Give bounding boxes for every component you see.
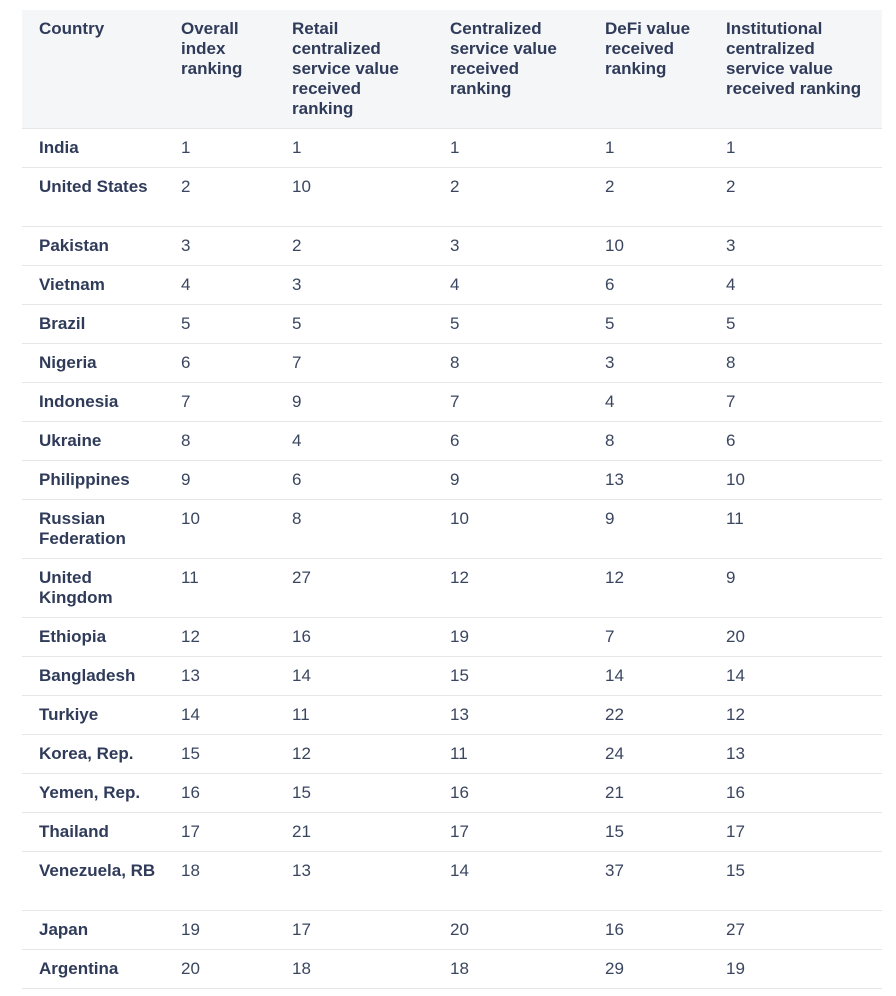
- cell-institutional: 4: [709, 266, 882, 305]
- cell-country: United Kingdom: [22, 559, 164, 618]
- header-row: [22, 10, 882, 129]
- cell-retail: 15: [275, 774, 433, 813]
- cell-country: Vietnam: [22, 266, 164, 305]
- cell-overall: 13: [164, 657, 275, 696]
- cell-overall: 19: [164, 911, 275, 950]
- cell-retail: 27: [275, 559, 433, 618]
- table-row: [22, 461, 882, 500]
- cell-overall: 15: [164, 735, 275, 774]
- cell-country: Yemen, Rep.: [22, 774, 164, 813]
- table-row: [22, 129, 882, 168]
- cell-institutional: 15: [709, 852, 882, 911]
- cell-retail: 13: [275, 852, 433, 911]
- table-row: [22, 422, 882, 461]
- cell-defi: 9: [588, 500, 709, 559]
- cell-defi: 3: [588, 344, 709, 383]
- cell-country: Korea, Rep.: [22, 735, 164, 774]
- cell-retail: 12: [275, 735, 433, 774]
- cell-institutional: 19: [709, 950, 882, 989]
- column-header-institutional: Institutional centralized service value received ranking: [726, 19, 862, 98]
- cell-defi: 6: [588, 266, 709, 305]
- cell-retail: 9: [275, 383, 433, 422]
- cell-retail: 11: [275, 696, 433, 735]
- table-row: [22, 383, 882, 422]
- cell-centralized: 9: [433, 461, 588, 500]
- cell-overall: 9: [164, 461, 275, 500]
- cell-centralized: 12: [433, 559, 588, 618]
- cell-defi: 10: [588, 227, 709, 266]
- cell-overall: 14: [164, 696, 275, 735]
- cell-country: Nigeria: [22, 344, 164, 383]
- cell-country: Turkiye: [22, 696, 164, 735]
- cell-country: Indonesia: [22, 383, 164, 422]
- cell-defi: 13: [588, 461, 709, 500]
- table-row: [22, 500, 882, 559]
- cell-country: Venezuela, RB: [22, 852, 164, 911]
- cell-retail: 6: [275, 461, 433, 500]
- cell-retail: 3: [275, 266, 433, 305]
- cell-overall: 5: [164, 305, 275, 344]
- table-row: [22, 559, 882, 618]
- cell-institutional: 20: [709, 618, 882, 657]
- cell-overall: 16: [164, 774, 275, 813]
- cell-country: Ethiopia: [22, 618, 164, 657]
- cell-retail: 7: [275, 344, 433, 383]
- cell-institutional: 11: [709, 500, 882, 559]
- cell-overall: 6: [164, 344, 275, 383]
- cell-retail: 17: [275, 911, 433, 950]
- cell-retail: 21: [275, 813, 433, 852]
- cell-centralized: 17: [433, 813, 588, 852]
- cell-country: Ukraine: [22, 422, 164, 461]
- cell-centralized: 8: [433, 344, 588, 383]
- cell-country: Russian Federation: [22, 500, 164, 559]
- cell-institutional: 2: [709, 168, 882, 227]
- cell-retail: 14: [275, 657, 433, 696]
- cell-defi: 8: [588, 422, 709, 461]
- table-row: [22, 852, 882, 911]
- cell-defi: 16: [588, 911, 709, 950]
- cell-centralized: 16: [433, 774, 588, 813]
- cell-defi: 15: [588, 813, 709, 852]
- cell-centralized: 6: [433, 422, 588, 461]
- cell-country: India: [22, 129, 164, 168]
- cell-overall: 18: [164, 852, 275, 911]
- cell-centralized: 3: [433, 227, 588, 266]
- cell-overall: 4: [164, 266, 275, 305]
- table-row: [22, 305, 882, 344]
- table-row: [22, 735, 882, 774]
- cell-defi: 22: [588, 696, 709, 735]
- cell-institutional: 10: [709, 461, 882, 500]
- cell-centralized: 15: [433, 657, 588, 696]
- cell-retail: 5: [275, 305, 433, 344]
- cell-defi: 24: [588, 735, 709, 774]
- cell-retail: 1: [275, 129, 433, 168]
- cell-country: Pakistan: [22, 227, 164, 266]
- cell-centralized: 20: [433, 911, 588, 950]
- cell-overall: 8: [164, 422, 275, 461]
- cell-centralized: 14: [433, 852, 588, 911]
- cell-overall: 20: [164, 950, 275, 989]
- cell-country: Philippines: [22, 461, 164, 500]
- cell-institutional: 1: [709, 129, 882, 168]
- table-row: [22, 266, 882, 305]
- cell-institutional: 5: [709, 305, 882, 344]
- cell-overall: 17: [164, 813, 275, 852]
- cell-centralized: 1: [433, 129, 588, 168]
- cell-defi: 4: [588, 383, 709, 422]
- cell-institutional: 27: [709, 911, 882, 950]
- cell-institutional: 17: [709, 813, 882, 852]
- cell-defi: 37: [588, 852, 709, 911]
- cell-defi: 29: [588, 950, 709, 989]
- cell-centralized: 18: [433, 950, 588, 989]
- table-row: [22, 911, 882, 950]
- cell-institutional: 12: [709, 696, 882, 735]
- cell-retail: 4: [275, 422, 433, 461]
- cell-country: Argentina: [22, 950, 164, 989]
- cell-defi: 14: [588, 657, 709, 696]
- column-header-country: Country: [39, 19, 105, 38]
- cell-centralized: 19: [433, 618, 588, 657]
- table-row: [22, 168, 882, 227]
- cell-centralized: 13: [433, 696, 588, 735]
- cell-institutional: 6: [709, 422, 882, 461]
- country-ranking-table: [22, 10, 882, 989]
- cell-overall: 7: [164, 383, 275, 422]
- cell-overall: 11: [164, 559, 275, 618]
- cell-institutional: 16: [709, 774, 882, 813]
- cell-retail: 18: [275, 950, 433, 989]
- column-header-centralized: Centralized service value received ranking: [450, 19, 557, 98]
- cell-overall: 3: [164, 227, 275, 266]
- cell-centralized: 11: [433, 735, 588, 774]
- table-header: [22, 10, 882, 129]
- table-row: [22, 657, 882, 696]
- cell-retail: 2: [275, 227, 433, 266]
- cell-centralized: 10: [433, 500, 588, 559]
- table-row: [22, 344, 882, 383]
- cell-defi: 21: [588, 774, 709, 813]
- cell-centralized: 4: [433, 266, 588, 305]
- cell-country: Bangladesh: [22, 657, 164, 696]
- cell-institutional: 7: [709, 383, 882, 422]
- column-header-defi: DeFi value received ranking: [605, 19, 691, 78]
- cell-institutional: 3: [709, 227, 882, 266]
- cell-institutional: 9: [709, 559, 882, 618]
- cell-centralized: 7: [433, 383, 588, 422]
- cell-defi: 5: [588, 305, 709, 344]
- cell-overall: 10: [164, 500, 275, 559]
- cell-overall: 12: [164, 618, 275, 657]
- cell-centralized: 2: [433, 168, 588, 227]
- table-row: [22, 950, 882, 989]
- cell-retail: 8: [275, 500, 433, 559]
- ranking-table-container: [22, 10, 882, 989]
- column-header-retail: Retail centralized service value received ranking: [292, 19, 399, 118]
- cell-institutional: 14: [709, 657, 882, 696]
- cell-institutional: 13: [709, 735, 882, 774]
- cell-defi: 2: [588, 168, 709, 227]
- table-row: [22, 227, 882, 266]
- cell-defi: 7: [588, 618, 709, 657]
- cell-country: United States: [22, 168, 164, 227]
- column-header-overall: Overall index ranking: [181, 19, 243, 78]
- cell-defi: 12: [588, 559, 709, 618]
- cell-country: Japan: [22, 911, 164, 950]
- cell-centralized: 5: [433, 305, 588, 344]
- table-body: [22, 129, 882, 989]
- cell-retail: 16: [275, 618, 433, 657]
- table-row: [22, 618, 882, 657]
- table-row: [22, 774, 882, 813]
- cell-institutional: 8: [709, 344, 882, 383]
- cell-retail: 10: [275, 168, 433, 227]
- cell-country: Thailand: [22, 813, 164, 852]
- cell-defi: 1: [588, 129, 709, 168]
- cell-overall: 1: [164, 129, 275, 168]
- cell-overall: 2: [164, 168, 275, 227]
- cell-country: Brazil: [22, 305, 164, 344]
- table-row: [22, 813, 882, 852]
- table-row: [22, 696, 882, 735]
